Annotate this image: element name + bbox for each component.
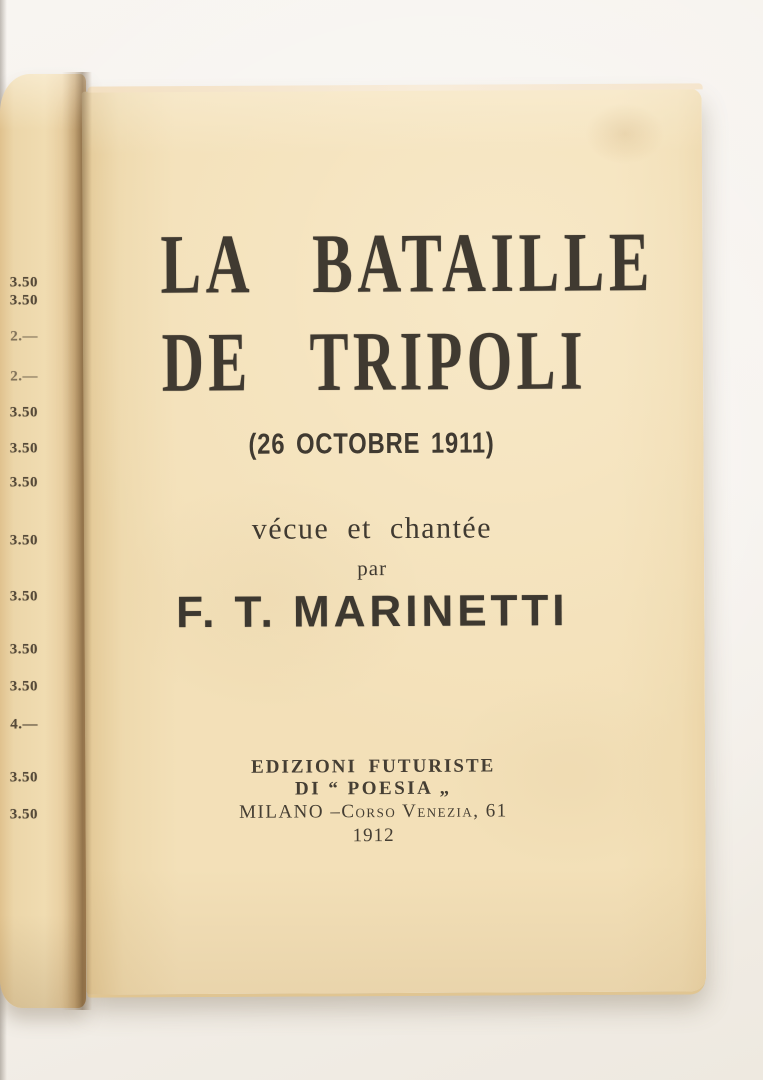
facing-page-fore-edge bbox=[0, 74, 86, 1008]
book-title-line-2-text: DE TRIPOLI bbox=[161, 314, 588, 410]
price-value: 3.50 bbox=[9, 769, 38, 786]
date-subtitle-text: (26 OCTOBRE 1911) bbox=[248, 427, 495, 461]
price-value: 3.50 bbox=[9, 641, 38, 658]
publisher-name: EDIZIONI FUTURISTE bbox=[251, 755, 496, 778]
publication-year: 1912 bbox=[352, 825, 395, 847]
publisher-imprint: DI “ POESIA „ bbox=[294, 777, 452, 800]
book-title-line-1 bbox=[82, 215, 658, 312]
price-value: 3.50 bbox=[9, 292, 38, 309]
price-value: 3.50 bbox=[9, 532, 38, 549]
price-value: 2.— bbox=[10, 368, 38, 385]
price-value: 3.50 bbox=[9, 274, 38, 291]
price-value: 2.— bbox=[10, 328, 38, 345]
by-word: par bbox=[357, 556, 388, 581]
author-name: F. T. MARINETTI bbox=[176, 586, 569, 638]
price-value: 3.50 bbox=[9, 474, 38, 491]
price-value: 4.— bbox=[10, 716, 38, 733]
publisher-street-number: , 61 bbox=[473, 800, 508, 822]
price-value: 3.50 bbox=[9, 588, 38, 605]
title-page bbox=[82, 88, 707, 994]
price-value: 3.50 bbox=[9, 440, 38, 457]
book-title-line-1-text: LA BATAILLE bbox=[160, 215, 655, 312]
publisher-address bbox=[85, 801, 661, 823]
price-value: 3.50 bbox=[9, 806, 38, 823]
publisher-city: MILANO – bbox=[239, 801, 342, 823]
price-value: 3.50 bbox=[9, 404, 38, 421]
date-subtitle bbox=[83, 429, 659, 461]
price-value: 3.50 bbox=[9, 678, 38, 695]
title-page-content bbox=[82, 89, 663, 995]
byline: vécue et chantée bbox=[251, 511, 493, 546]
book-title-line-2 bbox=[83, 314, 659, 410]
publisher-street: Corso Venezia bbox=[341, 800, 474, 823]
